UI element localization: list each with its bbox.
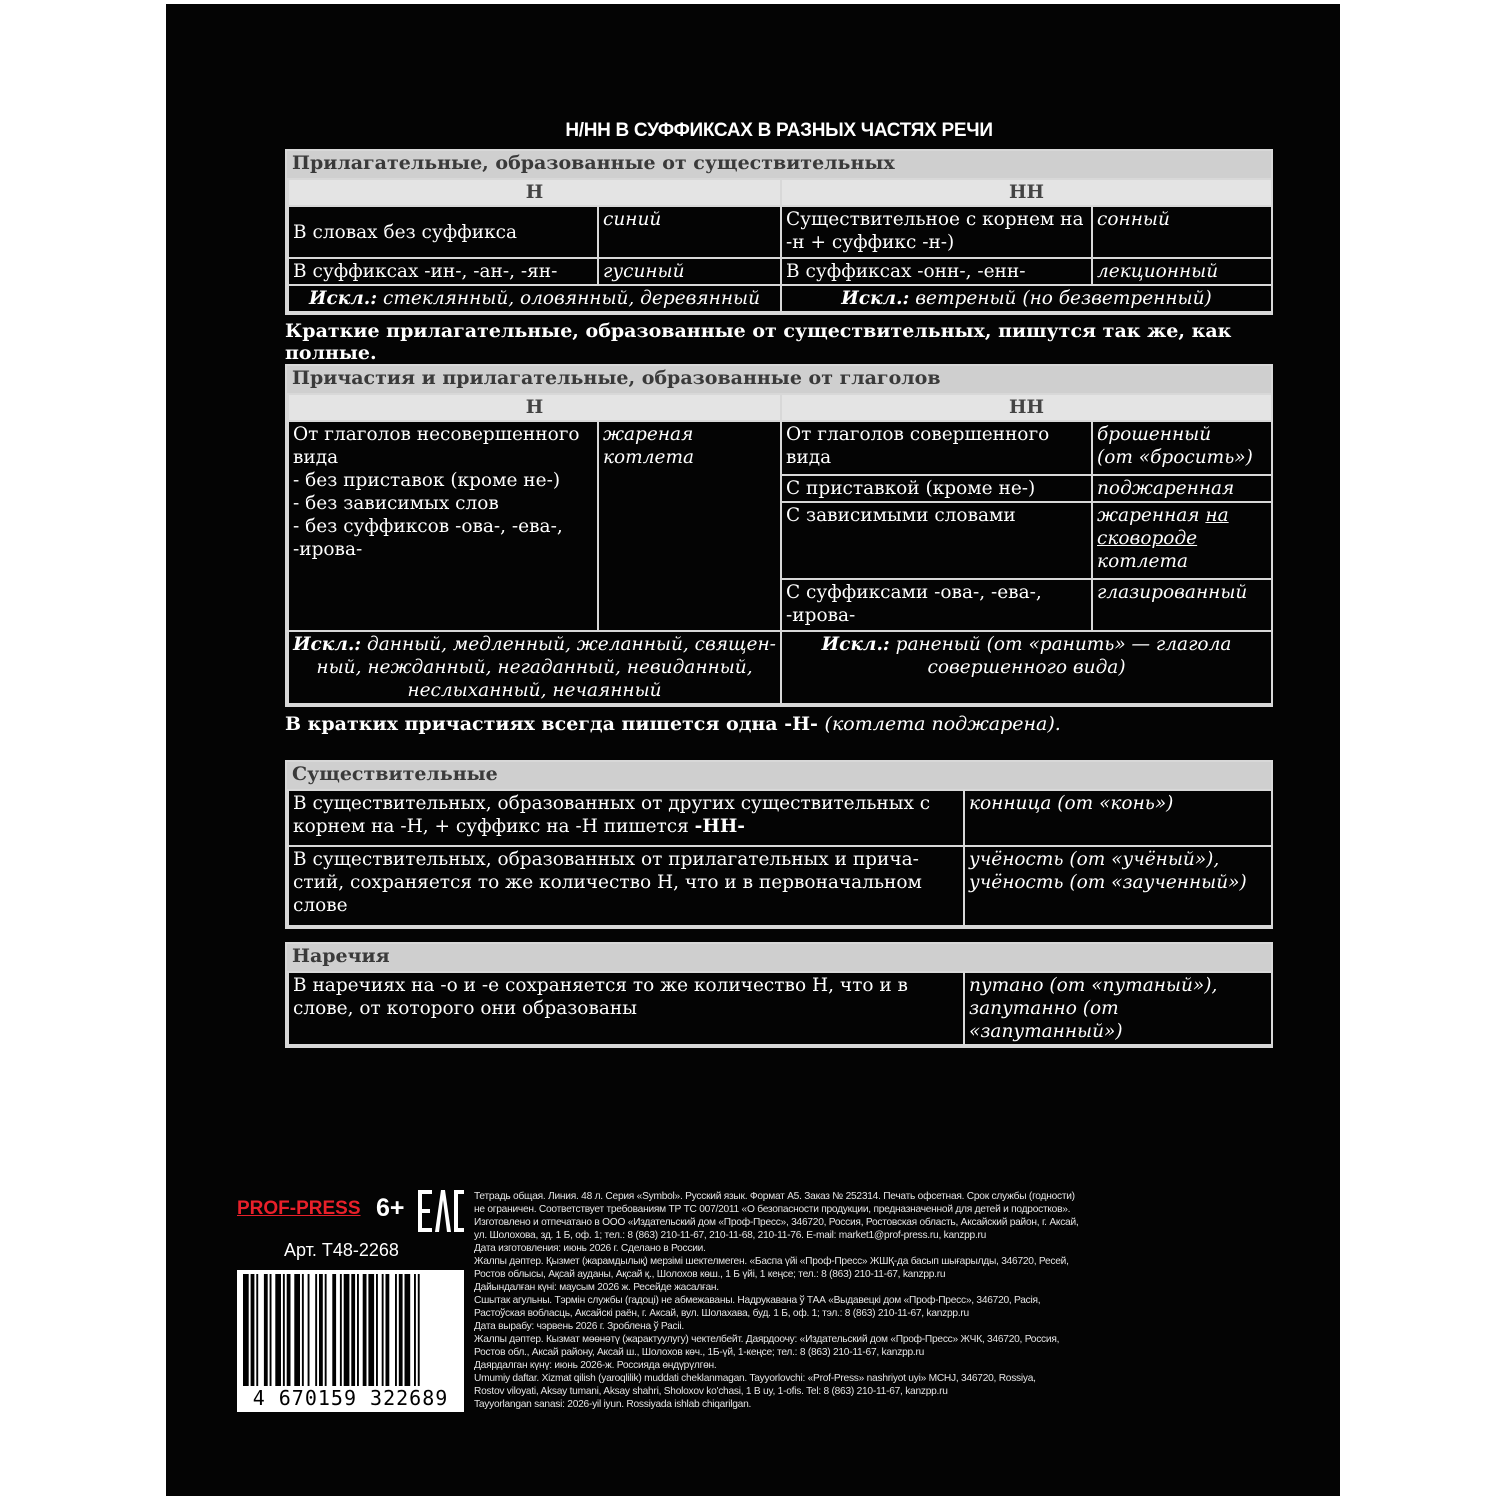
legal-line: Tayyorlangan sanasi: 2026-yil iyun. Rossiyada ishlab chiqarilgan.	[474, 1399, 752, 1410]
rules-table	[287, 789, 1273, 927]
column-nn: НН	[781, 394, 1272, 421]
rules-table	[287, 178, 1273, 313]
exception-text: раненый (от «ранить» — глагола совершенного вида)	[895, 634, 1232, 678]
rules-table	[287, 971, 1273, 1046]
rule-text-imperfective	[288, 421, 598, 631]
example	[964, 846, 1272, 926]
rule-text: В наречиях на -о и -е сохраняется то же количество Н, что и в слове, от которого они образованы	[288, 972, 964, 1045]
example-dependent: на сковороде	[1097, 505, 1229, 549]
rule-line: - без зависимых слов	[293, 493, 499, 514]
section-heading: Существительные	[287, 762, 1271, 789]
example-line: учёность (от «учёный»),	[969, 849, 1220, 870]
example: сонный	[1092, 206, 1272, 258]
legal-line: Даярдалган күнү: июнь 2026-ж. Россияда өндүрүлгөн.	[474, 1360, 717, 1371]
legal-line: Ростов облысы, Ақсай ауданы, Ақсай қ., Шолохов көш., 1 Б үйі, 1 кеңсе; тел.: 8 (863) 210-11-67, kanzpp.ru	[474, 1269, 946, 1280]
rule-line: В существительных, образованных от других существительных с корнем на -Н, + суффикс на -Н пишется	[293, 793, 931, 837]
example-line: запутанно (от «запутанный»)	[969, 998, 1123, 1042]
legal-line: Ростов обл., Аксай району, Аксай ш., Шолохов көч., 1Б-үй, 1-кеңсе; тел.: 8 (863) 210-11-67, kanzpp.ru	[474, 1347, 925, 1358]
rule-line: -ирова-	[293, 539, 363, 560]
example: глазированный	[1092, 579, 1272, 631]
column-n: Н	[288, 179, 781, 206]
article-number: Арт. Т48-2268	[284, 1240, 399, 1260]
example	[598, 421, 781, 631]
note-short-participles	[285, 713, 1273, 735]
exception	[288, 285, 781, 312]
rule-line: От глаголов несовершенного вида	[293, 424, 580, 468]
page-title: Н/НН В СУФФИКСАХ В РАЗНЫХ ЧАСТЯХ РЕЧИ	[565, 120, 993, 141]
example-word: жаренная	[1097, 505, 1200, 526]
legal-line: Дата изготовления: июнь 2026 г. Сделано в России.	[474, 1243, 706, 1254]
rule-text: С суффиксами -ова-, -ева-, -ирова-	[781, 579, 1092, 631]
example: лекционный	[1092, 258, 1272, 285]
section-heading: Причастия и прилагательные, образованные от глаголов	[287, 366, 1271, 393]
column-nn: НН	[781, 179, 1272, 206]
legal-line: не ограничен. Соответствует требованиям ТР ТС 007/2011 «О безопасности продукции, предназначенной для детей и подростков».	[474, 1204, 1071, 1215]
rule-line: - без приставок (кроме не-)	[293, 470, 561, 491]
note-bold: В кратких причастиях всегда пишется одна -Н-	[285, 713, 818, 735]
example-line: брошенный	[1097, 424, 1212, 445]
example-line: котлета	[603, 447, 695, 468]
exception-text: данный, медленный, желанный, священ-ный, нежданный, негаданный, невиданный, неслыханный, нечаянный	[316, 634, 776, 701]
exception-text: стеклянный, оловянный, деревянный	[382, 288, 761, 309]
legal-line: Сшытак агульны. Тэрмін службы (гадоці) не абмежаваны. Надрукавана ў ТАА «Выдавецкі дом «Проф-Пресс», 346720, Расія,	[474, 1295, 1041, 1306]
exception	[781, 631, 1272, 704]
barcode-number: 4 670159 322689	[252, 1386, 449, 1410]
example	[1092, 502, 1272, 579]
section-adjectives-from-nouns	[285, 149, 1273, 315]
rule-text: С зависимыми словами	[781, 502, 1092, 579]
column-n: Н	[288, 394, 781, 421]
example: поджаренная	[1092, 475, 1272, 502]
legal-line: Rostov viloyati, Aksay tumani, Aksay shahri, Sholoxov ko'chasi, 1 B uy, 1-ofis. Tel: 8 (863) 210-11-67, kanzpp.ru	[474, 1386, 948, 1397]
legal-line: Umumiy daftar. Xizmat qilish (yaroqlilik) muddati cheklanmagan. Tayyorlovchi: «Prof-Press» nashriyot uyi» MCHJ, 346720, Rossiya,	[474, 1373, 1036, 1384]
exception-text: ветреный (но безветренный)	[915, 288, 1212, 309]
exception-label: Искл.:	[293, 634, 362, 655]
rules-table	[287, 393, 1273, 705]
example-line: путано (от «путаный»),	[969, 975, 1218, 996]
legal-line: Дайындалған күні: маусым 2026 ж. Ресейде жасалған.	[474, 1282, 719, 1293]
section-adverbs	[285, 942, 1273, 1048]
example: конница (от «конь»)	[964, 790, 1272, 846]
legal-line: Жалпы дәптер. Кызмат мөөнөтү (жарактуулугу) чектелбейт. Даярдоочу: «Издательский дом «Проф-Пресс» ЖЧК, 346720, Россия,	[474, 1334, 1060, 1345]
rule-text: В суффиксах -ин-, -ан-, -ян-	[288, 258, 598, 285]
rule-text: В существительных, образованных от прилагательных и прича-стий, сохраняется то же количество Н, что и в первоначальном слове	[288, 846, 964, 926]
example-line: (от «бросить»)	[1097, 447, 1253, 468]
rule-line: - без суффиксов -ова-, -ева-,	[293, 516, 563, 537]
example-line: жареная	[603, 424, 694, 445]
eac-mark-icon	[418, 1188, 464, 1234]
section-heading: Наречия	[287, 944, 1271, 971]
legal-line: ул. Шолохова, зд. 1 Б, оф. 1; тел.: 8 (863) 210-11-67, 210-11-68, 210-11-76. E-mail: market1@prof-press.ru, kanzpp.ru	[474, 1230, 987, 1241]
age-rating: 6+	[376, 1194, 405, 1222]
brand-logo: PROF-PRESS	[237, 1198, 361, 1219]
example: гусиный	[598, 258, 781, 285]
exception-label: Искл.:	[308, 288, 378, 309]
rule-text: В суффиксах -онн-, -енн-	[781, 258, 1092, 285]
exception	[288, 631, 781, 704]
rule-text	[288, 790, 964, 846]
legal-line: Тетрадь общая. Линия. 48 л. Серия «Symbol». Русский язык. Формат А5. Заказ № 252314. Печать офсетная. Срок службы (годности)	[474, 1191, 1075, 1202]
rule-bold: -НН-	[694, 816, 745, 837]
example	[1092, 421, 1272, 475]
example: синий	[598, 206, 781, 258]
note-italic: (котлета поджарена).	[824, 713, 1061, 735]
legal-line: Растоўская вобласць, Аксайскі раён, г. Аксай, вул. Шолахава, буд. 1 Б, оф. 1; тэл.: 8 (863) 210-11-67, kanzpp.ru	[474, 1308, 969, 1319]
section-participles	[285, 364, 1273, 707]
example-word: котлета	[1097, 551, 1189, 572]
section-nouns	[285, 760, 1273, 929]
rule-text: От глаголов совершенного вида	[781, 421, 1092, 475]
legal-line: Жалпы дәптер. Қызмет (жарамдылық) мерзімі шектелмеген. «Баспа үйі «Проф-Пресс» ЖШҚ-да басып шығарылды, 346720, Ресей,	[474, 1256, 1069, 1267]
exception	[781, 285, 1272, 312]
note-short-adjectives: Краткие прилагательные, образованные от существительных, пишутся так же, как полные.	[285, 320, 1232, 364]
rule-text: В словах без суффикса	[288, 206, 598, 258]
legal-line: Изготовлено и отпечатано в ООО «Издательский дом «Проф-Пресс», 346720, Россия, Ростовская область, Аксайский район, г. Аксай,	[474, 1217, 1079, 1228]
exception-label: Искл.:	[821, 634, 890, 655]
rule-text: Существительное с корнем на -н + суффикс -н-)	[781, 206, 1092, 258]
legal-info	[474, 1190, 1274, 1411]
example	[964, 972, 1272, 1045]
legal-line: Дата вырабу: чэрвень 2026 г. Зроблена ў Расіі.	[474, 1321, 684, 1332]
rule-text: С приставкой (кроме не-)	[781, 475, 1092, 502]
section-heading: Прилагательные, образованные от существительных	[287, 151, 1271, 178]
example-line: учёность (от «заученный»)	[969, 872, 1247, 893]
exception-label: Искл.:	[841, 288, 910, 309]
